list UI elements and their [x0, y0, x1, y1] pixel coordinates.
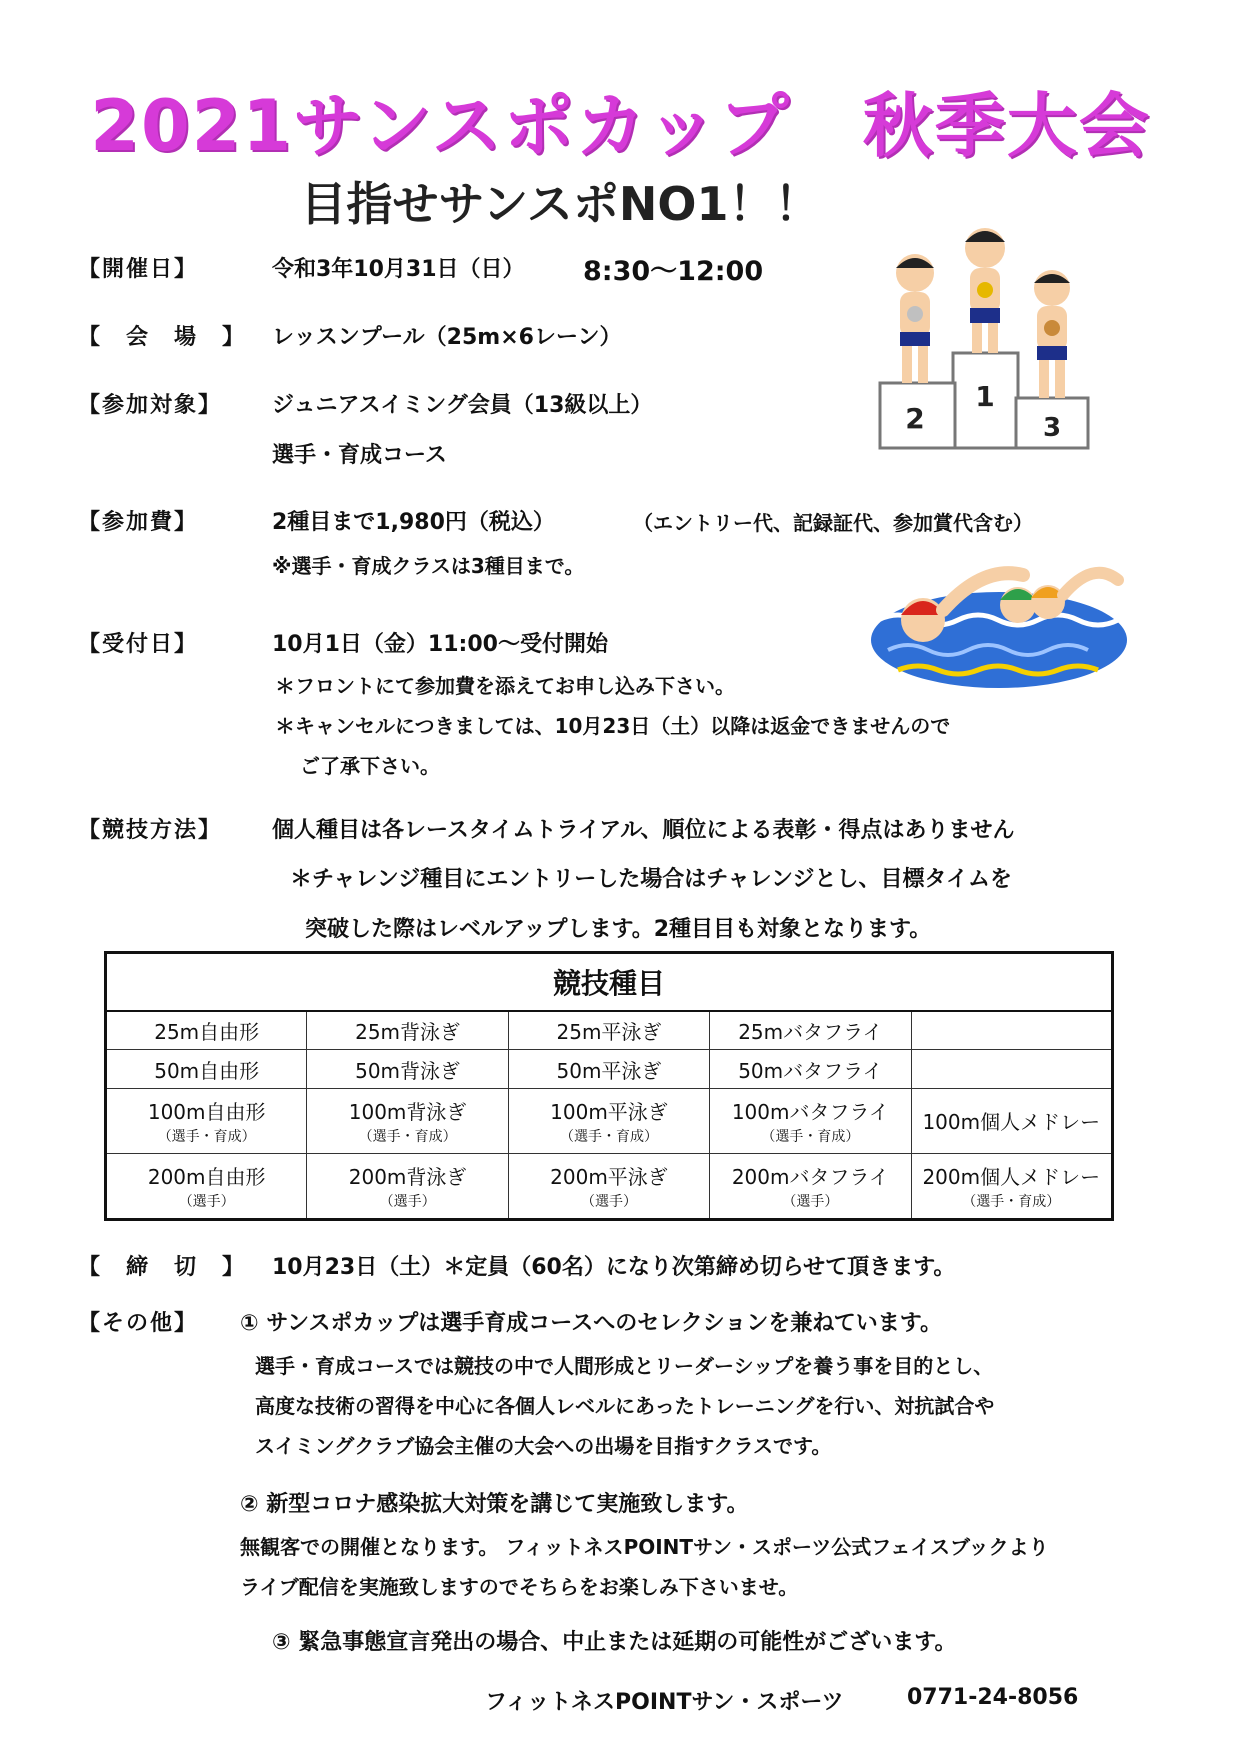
- target-line1: ジュニアスイミング会員（13級以上）: [272, 393, 653, 418]
- podium-second: 2: [905, 402, 925, 435]
- fee-line1: 2種目まで1,980円（税込）: [272, 510, 555, 535]
- table-cell: 25m自由形: [106, 1011, 307, 1050]
- table-cell: 200m個人メドレー （選手・育成）: [911, 1153, 1112, 1219]
- table-row: [106, 1153, 1113, 1219]
- swimming-illustration: [868, 560, 1130, 695]
- events-table-heading: 競技種目: [106, 953, 1113, 1012]
- date-value: 令和3年10月31日（日）: [272, 257, 525, 282]
- podium-illustration: [875, 228, 1095, 453]
- podium-first: 1: [975, 380, 995, 413]
- table-cell: 50m背泳ぎ: [307, 1050, 508, 1088]
- table-cell: 25m背泳ぎ: [307, 1011, 508, 1050]
- other-p1b: 高度な技術の習得を中心に各個人レベルにあったトレーニングを行い、対抗試合や: [255, 1394, 995, 1418]
- deadline-value: 10月23日（土）＊定員（60名）になり次第締め切らせて頂きます。: [272, 1255, 956, 1280]
- table-row: [106, 1011, 1113, 1050]
- footer-phone: 0771-24-8056: [907, 1685, 1079, 1710]
- swimmer-second-icon: [896, 254, 934, 383]
- label-deadline: 【 締 切 】: [78, 1255, 247, 1280]
- swimmer-first-icon: [965, 228, 1005, 353]
- fee-line2: ※選手・育成クラスは3種目まで。: [272, 554, 585, 578]
- label-reception: 【受付日】: [78, 632, 199, 657]
- reception-line4: ご了承下さい。: [300, 754, 440, 778]
- other-p1: ① サンスポカップは選手育成コースへのセレクションを兼ねています。: [240, 1311, 943, 1336]
- table-cell: 200mバタフライ （選手）: [710, 1153, 911, 1219]
- other-p1c: スイミングクラブ協会主催の大会への出場を目指すクラスです。: [255, 1434, 832, 1458]
- table-cell: 200m平泳ぎ （選手）: [508, 1153, 709, 1219]
- other-p2b: ライブ配信を実施致しますのでそちらをお楽しみ下さいませ。: [240, 1575, 799, 1599]
- table-cell: 100m背泳ぎ （選手・育成）: [307, 1088, 508, 1153]
- table-cell: 100m個人メドレー: [911, 1088, 1112, 1153]
- footer-org: フィットネスPOINTサン・スポーツ: [485, 1690, 844, 1715]
- table-row: [106, 1088, 1113, 1153]
- other-p1a: 選手・育成コースでは競技の中で人間形成とリーダーシップを養う事を目的とし、: [255, 1354, 994, 1378]
- table-cell: [911, 1050, 1112, 1088]
- fee-note: （エントリー代、記録証代、参加賞代含む）: [633, 511, 1033, 535]
- table-cell: 50m平泳ぎ: [508, 1050, 709, 1088]
- swimmer-third-icon: [1034, 270, 1070, 398]
- label-target: 【参加対象】: [78, 393, 223, 418]
- table-cell: 100mバタフライ （選手・育成）: [710, 1088, 911, 1153]
- label-method: 【競技方法】: [78, 818, 223, 843]
- page-subtitle: 目指せサンスポNO1！！: [300, 177, 821, 231]
- reception-line1: 10月1日（金）11:00〜受付開始: [272, 632, 608, 657]
- method-line1: 個人種目は各レースタイムトライアル、順位による表彰・得点はありません: [272, 818, 1015, 843]
- podium-third: 3: [1042, 413, 1062, 443]
- other-p3: ③ 緊急事態宣言発出の場合、中止または延期の可能性がございます。: [272, 1630, 957, 1655]
- method-line3: 突破した際はレベルアップします。2種目目も対象となります。: [305, 917, 932, 942]
- label-fee: 【参加費】: [78, 510, 199, 535]
- label-date: 【開催日】: [78, 257, 199, 282]
- reception-line3: ＊キャンセルにつきましては、10月23日（土）以降は返金できませんので: [275, 714, 951, 738]
- table-cell: 200m背泳ぎ （選手）: [307, 1153, 508, 1219]
- table-cell: 100m自由形 （選手・育成）: [106, 1088, 307, 1153]
- method-line2: ＊チャレンジ種目にエントリーした場合はチャレンジとし、目標タイムを: [290, 867, 1013, 892]
- table-cell: 50m自由形: [106, 1050, 307, 1088]
- target-line2: 選手・育成コース: [272, 443, 447, 468]
- other-p2a: 無観客での開催となります。 フィットネスPOINTサン・スポーツ公式フェイスブックより: [240, 1535, 1049, 1559]
- table-cell: 100m平泳ぎ （選手・育成）: [508, 1088, 709, 1153]
- events-table: [104, 951, 1114, 1221]
- label-venue: 【 会 場 】: [78, 325, 247, 350]
- table-cell: 200m自由形 （選手）: [106, 1153, 307, 1219]
- table-cell: [911, 1011, 1112, 1050]
- other-p2: ② 新型コロナ感染拡大対策を講じて実施致します。: [240, 1492, 749, 1517]
- table-cell: 25m平泳ぎ: [508, 1011, 709, 1050]
- table-cell: 50mバタフライ: [710, 1050, 911, 1088]
- table-cell: 25mバタフライ: [710, 1011, 911, 1050]
- page-title: 2021サンスポカップ 秋季大会: [90, 85, 1151, 167]
- table-row: [106, 1050, 1113, 1088]
- label-other: 【その他】: [78, 1311, 199, 1336]
- reception-line2: ＊フロントにて参加費を添えてお申し込み下さい。: [275, 674, 735, 698]
- venue-value: レッスンプール（25m×6レーン）: [272, 325, 622, 350]
- time-value: 8:30〜12:00: [583, 256, 764, 287]
